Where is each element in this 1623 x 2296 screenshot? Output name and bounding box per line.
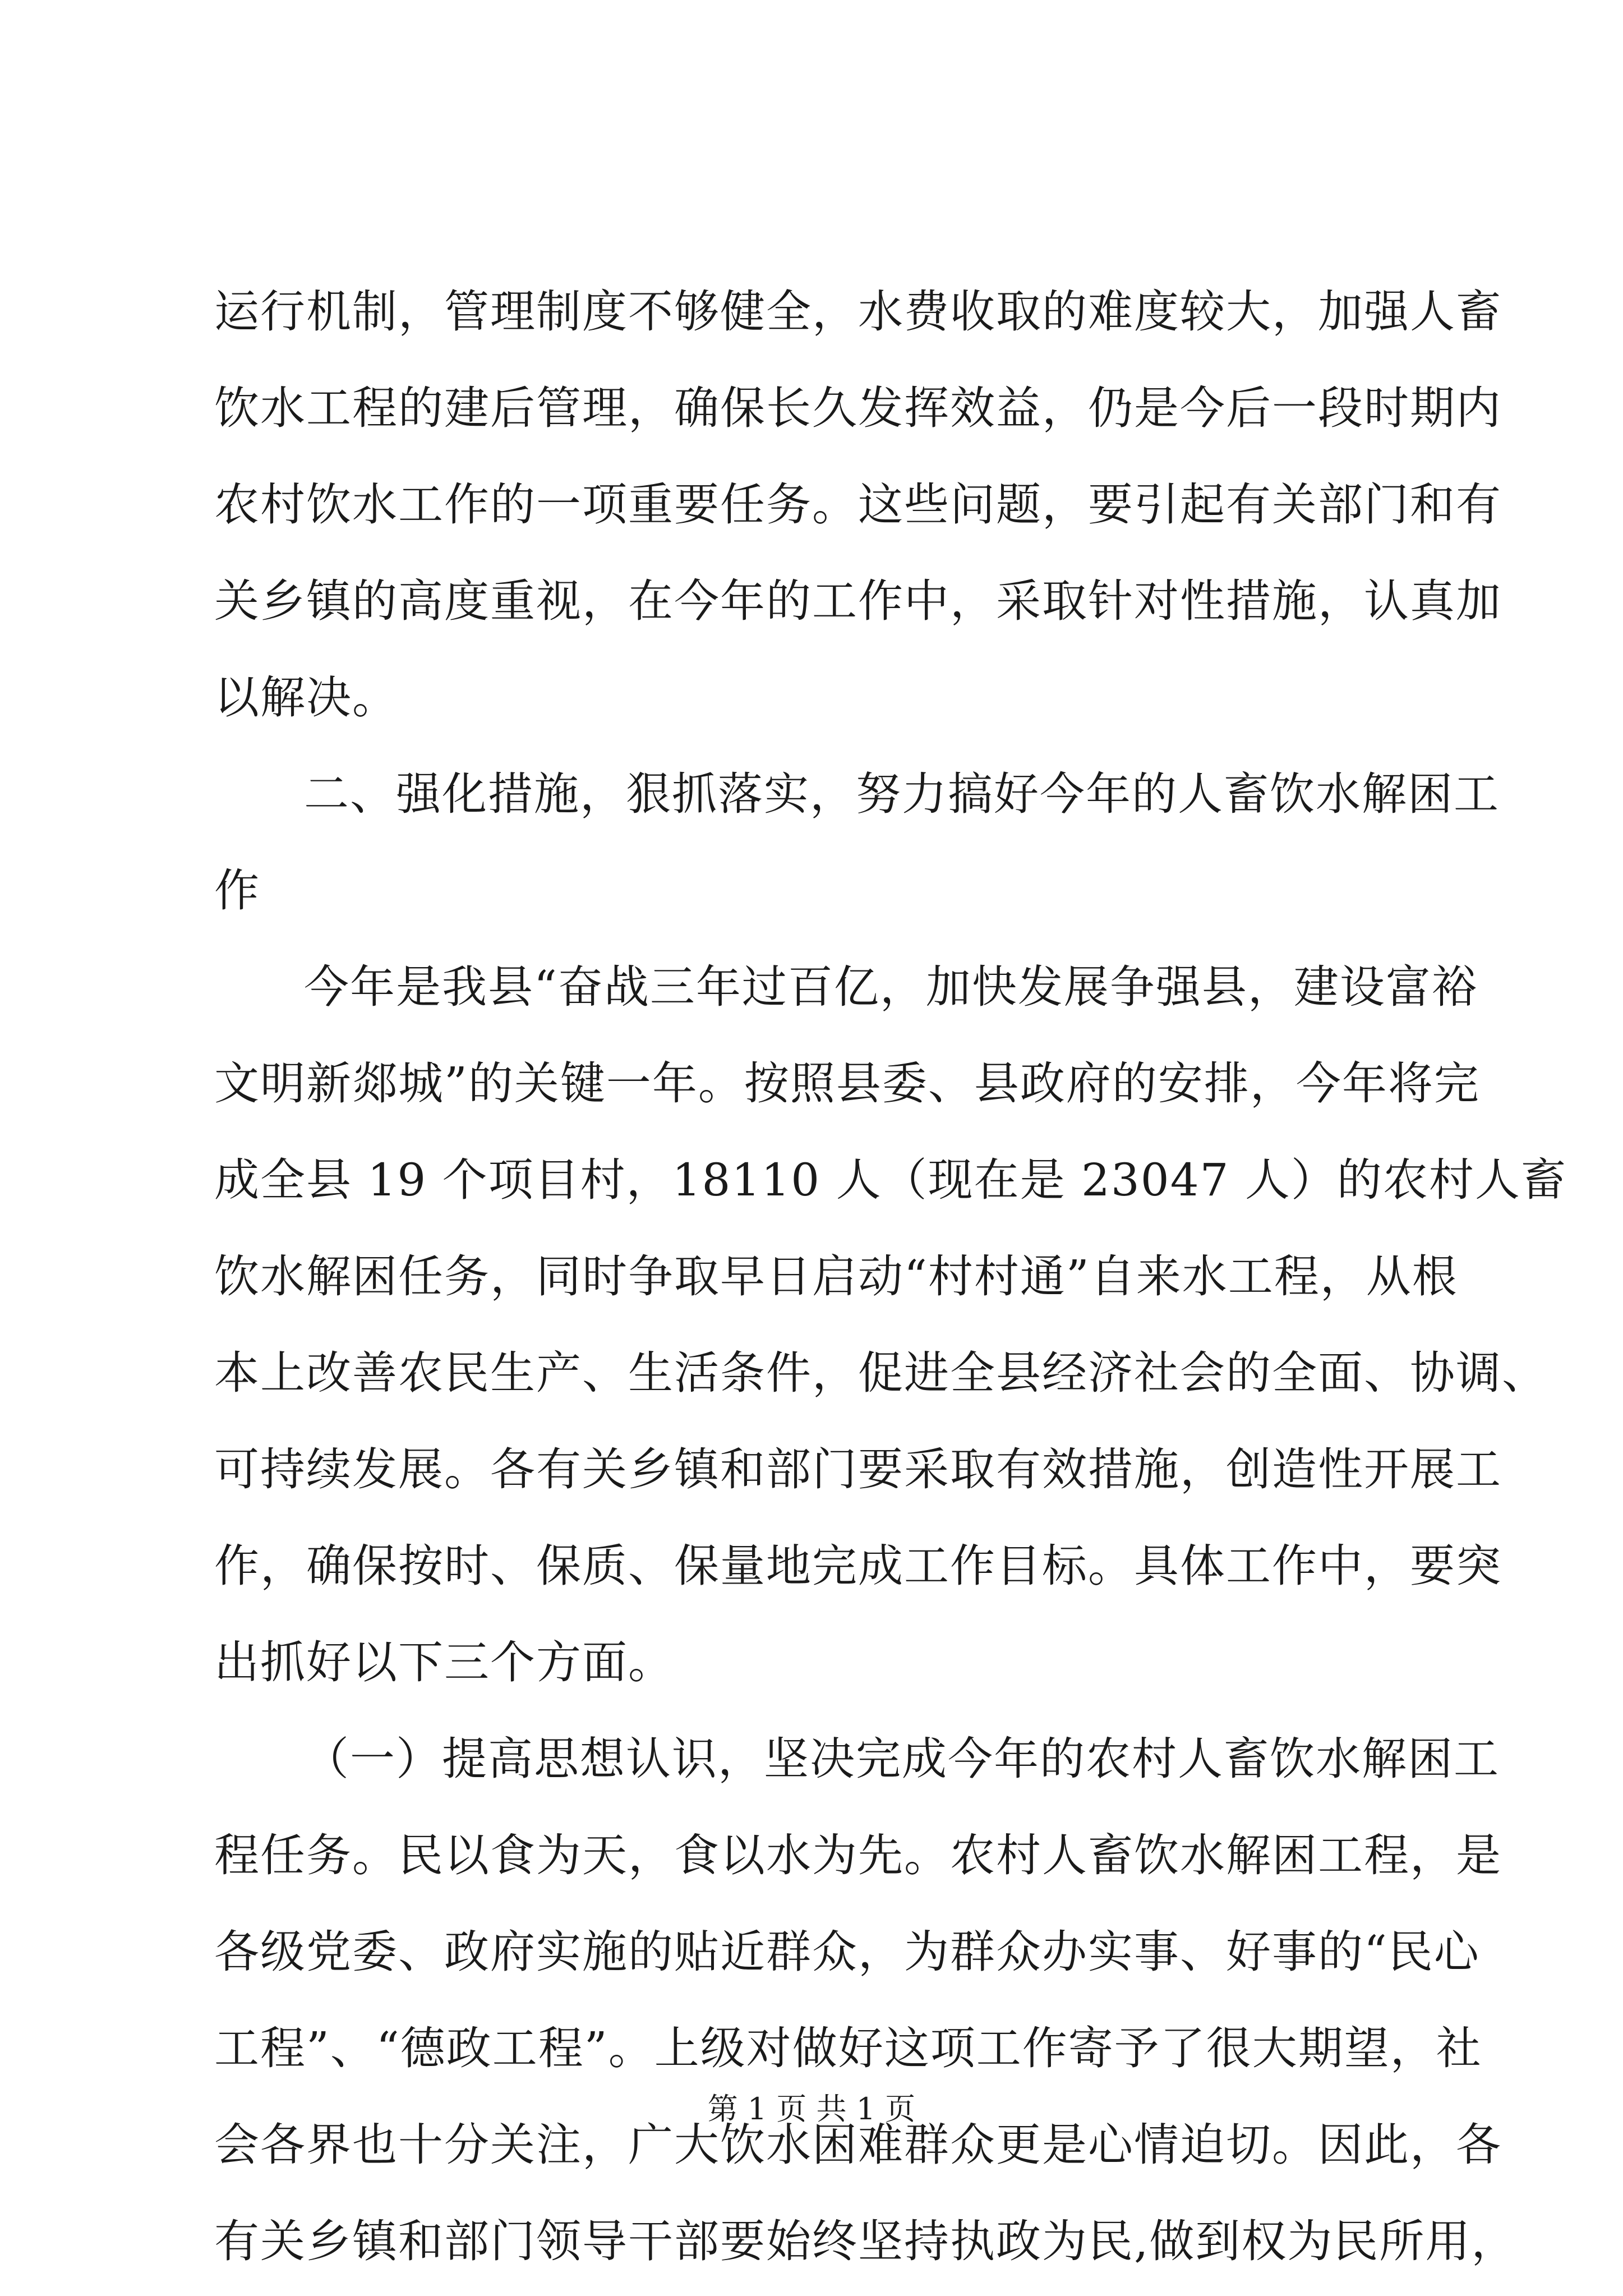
text-line: 工程”、“德政工程”。上级对做好这项工作寄予了很大期望，社	[214, 2022, 1482, 2074]
text-line: 作，确保按时、保质、保量地完成工作目标。具体工作中，要突	[214, 1540, 1502, 1592]
text-line: 关乡镇的高度重视，在今年的工作中，采取针对性措施，认真加	[214, 575, 1502, 627]
text-line: 出抓好以下三个方面。	[214, 1636, 674, 1688]
text-line: 运行机制，管理制度不够健全，水费收取的难度较大，加强人畜	[214, 286, 1502, 338]
text-line: 饮水工程的建后管理，确保长久发挥效益，仍是今后一段时期内	[214, 382, 1502, 434]
section-heading: 二、强化措施，狠抓落实，努力搞好今年的人畜饮水解困工	[304, 768, 1500, 820]
text-line: 文明新郯城”的关键一年。按照县委、县政府的安排，今年将完	[214, 1057, 1480, 1110]
subsection-heading: （一）提高思想认识，坚决完成今年的农村人畜饮水解困工	[304, 1733, 1500, 1785]
page-footer: 第 1 页 共 1 页	[707, 2091, 916, 2127]
text-line: 农村饮水工作的一项重要任务。这些问题，要引起有关部门和有	[214, 478, 1502, 531]
document-body	[214, 264, 1567, 2290]
text-line: 可持续发展。各有关乡镇和部门要采取有效措施，创造性开展工	[214, 1443, 1502, 1496]
text-line: 本上改善农民生产、生活条件，促进全县经济社会的全面、协调、	[214, 1347, 1548, 1399]
text-line: 成全县 19 个项目村，18110 人（现在是 23047 人）的农村人畜	[214, 1154, 1567, 1206]
text-line: 饮水解困任务，同时争取早日启动“村村通”自来水工程，从根	[214, 1250, 1458, 1303]
text-line: 会各界也十分关注，广大饮水困难群众更是心情迫切。因此，各	[214, 2119, 1502, 2171]
text-line: 程任务。民以食为天，食以水为先。农村人畜饮水解困工程，是	[214, 1829, 1502, 1881]
section-heading-continued: 作	[214, 864, 260, 917]
text-line: 有关乡镇和部门领导干部要始终坚持执政为民,做到权为民所用，	[214, 2215, 1518, 2267]
text-line: 今年是我县“奋战三年过百亿，加快发展争强县，建设富裕	[304, 961, 1478, 1013]
text-line: 以解决。	[214, 671, 398, 724]
text-line: 各级党委、政府实施的贴近群众，为群众办实事、好事的“民心	[214, 1926, 1480, 1978]
